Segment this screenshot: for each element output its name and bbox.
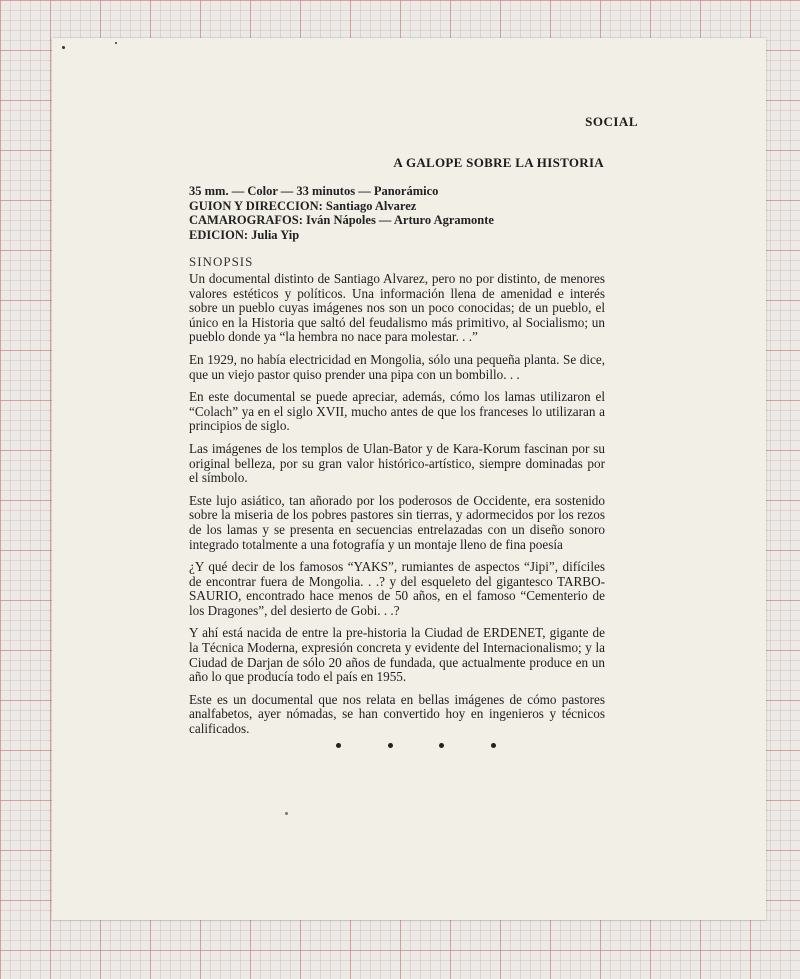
ink-speck — [62, 46, 65, 49]
paragraph: Este lujo asiático, tan añorado por los poderosos de Occidente, era sostenido sobre la miseria de los pobres pastores sin tierras, y adormecidos por los rezos de los lamas y se presenta en secuencias entrelazadas con un diseño sonoro integrado totalmente a una fotografía y un montaje lleno de fina poesía — [189, 492, 605, 552]
ornament-dot — [439, 743, 444, 748]
end-ornament — [336, 740, 496, 750]
ornament-dot — [388, 743, 393, 748]
paragraph: Este es un documental que nos relata en bellas imágenes de cómo pastores analfabetos, ayer nómadas, se han convertido hoy en ingenieros y técnicos calificados. — [189, 691, 605, 737]
credits-block — [189, 184, 609, 242]
credit-format: 35 mm. — Color — 33 minutos — Panorámico — [189, 184, 439, 198]
ink-speck — [285, 812, 288, 815]
paragraph: Y ahí está nacida de entre la pre-historia la Ciudad de ERDENET, gigante de la Técnica Moderna, expresión concreta y evidente del Internacionalismo; y la Ciudad de Darjan de sólo 20 años de fundada, que actualmente produce en un año lo que producía todo el país en 1955. — [189, 625, 605, 685]
paragraph: Un documental distinto de Santiago Alvarez, pero no por distinto, de menores valores estéticos y políticos. Una información llena de amenidad e interés sobre un pueblo cuyas imágenes nos son un poco conocidas; de un pueblo, el único en la Historia que saltó del feudalismo más primitivo, al Socialismo; un pueblo donde ya “la hembra no nace para molestar. . .” — [189, 271, 605, 345]
paragraph: En este documental se puede apreciar, además, cómo los lamas utilizaron el “Colach” ya en el siglo XVII, mucho antes de que los franceses lo utilizaran a principios de siglo. — [189, 389, 605, 434]
credit-editing: EDICION: Julia Yip — [189, 227, 300, 242]
synopsis-body — [189, 272, 605, 745]
paragraph: Las imágenes de los templos de Ulan-Bator y de Kara-Korum fascinan por su original belleza, por su gran valor histórico-artístico, siempre dominadas por el símbolo. — [189, 440, 605, 486]
ink-speck — [115, 42, 117, 44]
synopsis-heading: SINOPSIS — [189, 254, 254, 269]
document-title: A GALOPE SOBRE LA HISTORIA — [393, 155, 604, 170]
ornament-dot — [491, 743, 496, 748]
paragraph: En 1929, no había electricidad en Mongolia, sólo una pequeña planta. Se dice, que un viejo pastor quiso prender una pipa con un bombillo. . . — [189, 351, 605, 382]
credit-camera: CAMAROGRAFOS: Iván Nápoles — Arturo Agramonte — [189, 213, 494, 227]
ornament-dot — [336, 743, 341, 748]
credit-direction: GUION Y DIRECCION: Santiago Alvarez — [189, 198, 417, 213]
section-label: SOCIAL — [585, 114, 638, 129]
paragraph: ¿Y qué decir de los famosos “YAKS”, rumiantes de aspectos “Jipi”, difíciles de encontrar fuera de Mongolia. . .? y del esqueleto del gigantesco TARBO-SAURIO, encontrado hace menos de 50 años, en el famoso “Cementerio de los Dragones”, del desierto de Gobi. . .? — [189, 559, 605, 618]
